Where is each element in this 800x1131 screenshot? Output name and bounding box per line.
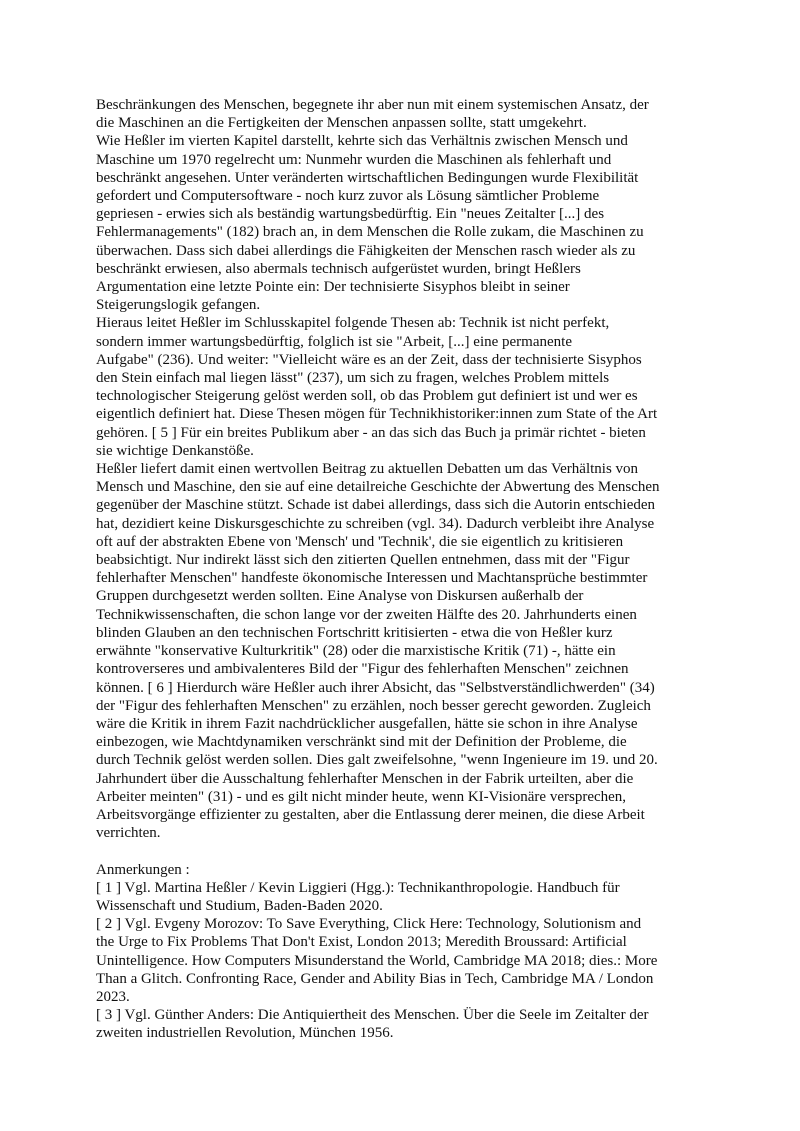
text-line: Wie Heßler im vierten Kapitel darstellt, kehrte sich das Verhältnis zwischen Mensch und: [96, 133, 628, 150]
text-line: eigentlich definiert hat. Diese Thesen mögen für Technikhistoriker:innen zum State of the Art: [96, 406, 658, 423]
text-line: Aufgabe" (236). Und weiter: "Vielleicht wäre es an der Zeit, dass der technisierte Sisyphos: [96, 351, 642, 368]
text-line: the Urge to Fix Problems That Don't Exist, London 2013; Meredith Broussard: Artificial: [96, 934, 627, 951]
paragraph-fourth-chapter: [96, 132, 716, 314]
text-line: Technikwissenschaften, die schon lange vor der zweiten Hälfte des 20. Jahrhunderts einen: [96, 606, 637, 623]
text-line: sondern immer wartungsbedürftig, folglich ist sie "Arbeit, [...] eine permanente: [96, 333, 572, 350]
paragraph-limitations: [96, 96, 716, 132]
text-line: wäre die Kritik in ihrem Fazit nachdrücklicher ausgefallen, hätte sie schon in ihre Analyse: [96, 715, 638, 732]
text-line: Arbeiter meinten" (31) - und es gilt nicht minder heute, wenn KI-Visionäre versprechen,: [96, 788, 627, 805]
text-line: Fehlermanagements" (182) brach an, in dem Menschen die Rolle zukam, die Maschinen zu: [96, 224, 644, 241]
text-line: 2023.: [96, 988, 130, 1005]
section-gap: [96, 842, 716, 860]
text-line: blinden Glauben an den technischen Fortschritt kritisierten - etwa die von Heßler kurz: [96, 624, 613, 641]
text-line: gefordert und Computersoftware - noch kurz zuvor als Lösung sämtlicher Probleme: [96, 188, 600, 205]
text-line: die Maschinen an die Fertigkeiten der Menschen anpassen sollte, statt umgekehrt.: [96, 115, 587, 132]
text-line: sie wichtige Denkanstöße.: [96, 442, 254, 459]
text-line: Jahrhundert über die Ausschaltung fehlerhafter Menschen in der Fabrik urteilten, aber die: [96, 770, 634, 787]
text-line: Hieraus leitet Heßler im Schlusskapitel folgende Thesen ab: Technik ist nicht perfekt,: [96, 315, 610, 332]
text-line: überwachen. Dass sich dabei allerdings die Fähigkeiten der Menschen rasch wieder als zu: [96, 242, 636, 259]
text-line: gepriesen - erwies sich als beständig wartungsbedürftig. Ein "neues Zeitalter [...] des: [96, 206, 605, 223]
document-page: [96, 96, 716, 1043]
text-line: beabsichtigt. Nur indirekt lässt sich den zitierten Quellen entnehmen, dass mit der "Figur: [96, 552, 630, 569]
footnote-3: [96, 1006, 716, 1042]
text-line: Wissenschaft und Studium, Baden-Baden 2020.: [96, 897, 383, 914]
paragraph-evaluation: [96, 460, 716, 842]
text-line: [ 2 ] Vgl. Evgeny Morozov: To Save Everything, Click Here: Technology, Solutionism and: [96, 916, 642, 933]
text-line: Maschine um 1970 regelrecht um: Nunmehr wurden die Maschinen als fehlerhaft und: [96, 151, 612, 168]
footnote-1: [96, 879, 716, 915]
text-line: technologischer Steigerung gelöst werden soll, ob das Problem gut definiert ist und wer es: [96, 388, 638, 405]
text-line: können. [ 6 ] Hierdurch wäre Heßler auch ihrer Absicht, das "Selbstverständlichwerden" (34): [96, 679, 655, 696]
notes-section: [96, 861, 716, 879]
text-line: oft auf der abstrakten Ebene von 'Mensch' und 'Technik', die sie eigentlich zu kritisieren: [96, 533, 624, 550]
text-line: kontroverseres und ambivalenteres Bild der "Figur des fehlerhaften Menschen" zeichnen: [96, 661, 629, 678]
text-line: Gruppen durchgesetzt werden sollten. Eine Analyse von Diskursen außerhalb der: [96, 588, 584, 605]
text-line: Steigerungslogik gefangen.: [96, 297, 261, 314]
text-line: hat, dezidiert keine Diskursgeschichte zu schreiben (vgl. 34). Dadurch verbleibt ihre Analyse: [96, 515, 655, 532]
text-line: Beschränkungen des Menschen, begegnete ihr aber nun mit einem systemischen Ansatz, der: [96, 97, 649, 113]
text-line: Unintelligence. How Computers Misunderstand the World, Cambridge MA 2018; dies.: More: [96, 952, 658, 969]
text-line: der "Figur des fehlerhaften Menschen" zu erzählen, noch besser gerecht geworden. Zugleich: [96, 697, 651, 714]
text-line: zweiten industriellen Revolution, München 1956.: [96, 1025, 394, 1042]
text-line: beschränkt erwiesen, also abermals technisch aufgerüstet wurden, bringt Heßlers: [96, 260, 581, 277]
notes-heading: Anmerkungen :: [96, 861, 190, 878]
text-line: Arbeitsvorgänge effizienter zu gestalten, aber die Entlassung derer meinen, die diese Arbeit: [96, 806, 645, 823]
footnote-2: [96, 915, 716, 1006]
text-line: Argumentation eine letzte Pointe ein: Der technisierte Sisyphos bleibt in seiner: [96, 279, 570, 296]
text-line: verrichten.: [96, 825, 161, 842]
text-line: Than a Glitch. Confronting Race, Gender and Ability Bias in Tech, Cambridge MA / London: [96, 970, 654, 987]
text-line: den Stein einfach mal liegen lässt" (237), um sich zu fragen, welches Problem mittels: [96, 370, 610, 387]
text-line: einbezogen, wie Machtdynamiken verschränkt sind mit der Definition der Probleme, die: [96, 734, 627, 751]
text-line: gegenüber der Maschine stützt. Schade ist dabei allerdings, dass sich die Autorin entschieden: [96, 497, 656, 514]
text-line: Heßler liefert damit einen wertvollen Beitrag zu aktuellen Debatten um das Verhältnis von: [96, 461, 639, 478]
text-line: Mensch und Maschine, den sie auf eine detailreiche Geschichte der Abwertung des Menschen: [96, 479, 660, 496]
text-line: [ 1 ] Vgl. Martina Heßler / Kevin Liggieri (Hgg.): Technikanthropologie. Handbuch für: [96, 879, 620, 896]
text-line: beschränkt angesehen. Unter veränderten wirtschaftlichen Bedingungen wurde Flexibilität: [96, 169, 639, 186]
text-line: [ 3 ] Vgl. Günther Anders: Die Antiquiertheit des Menschen. Über die Seele im Zeitalter der: [96, 1007, 649, 1024]
text-line: gehören. [ 5 ] Für ein breites Publikum aber - an das sich das Buch ja primär richtet - bieten: [96, 424, 646, 441]
text-line: durch Technik gelöst werden sollen. Dies galt zweifelsohne, "wenn Ingenieure im 19. und 20.: [96, 752, 658, 769]
paragraph-theses: [96, 314, 716, 460]
text-line: erwähnte "konservative Kulturkritik" (28) oder die marxistische Kritik (71) -, hätte ein: [96, 643, 616, 660]
text-line: fehlerhafter Menschen" handfeste ökonomische Interessen und Machtansprüche bestimmter: [96, 570, 648, 587]
